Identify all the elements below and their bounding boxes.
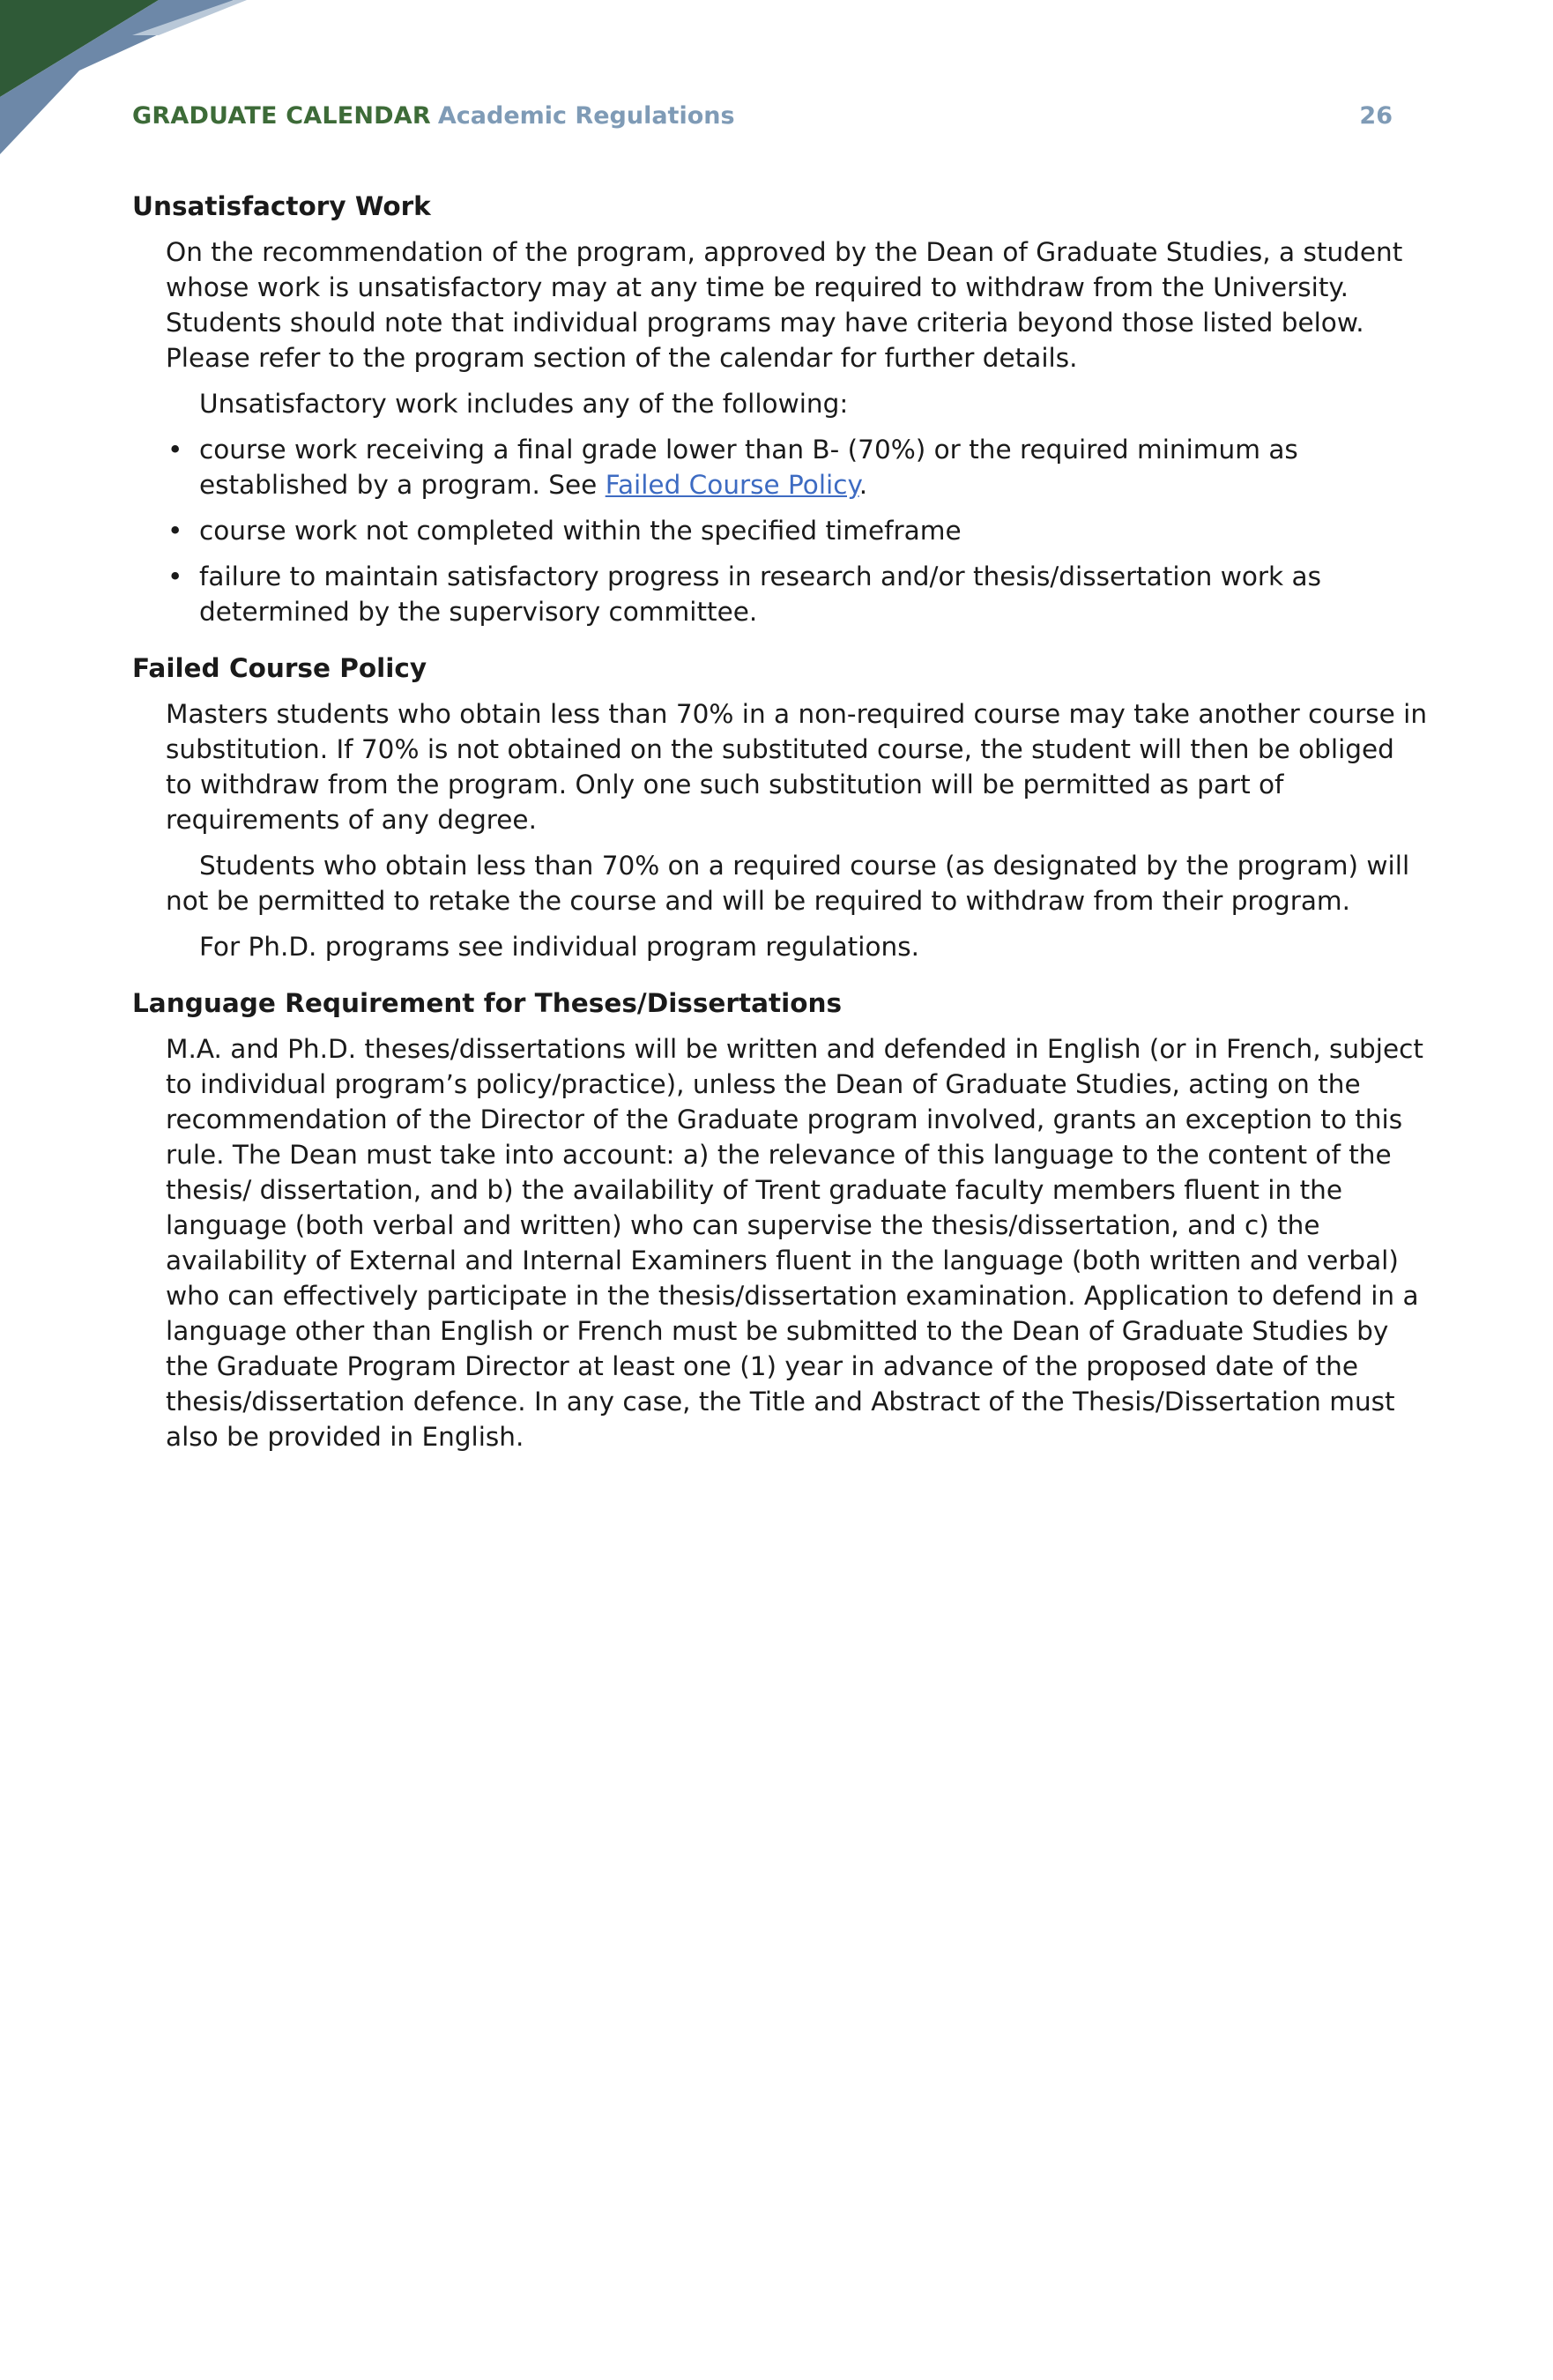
section-heading: Unsatisfactory Work [132, 191, 431, 221]
paragraph: Masters students who obtain less than 70% in a non-required course may take another course in substitution. If 70% is not obtained on the substituted course, the student will then be obliged to withdraw from the program. Only one such substitution will be permitted as part of requirements of any degree. [166, 699, 1428, 835]
list-item [166, 513, 1428, 548]
list-item-text: failure to maintain satisfactory progress in research and/or thesis/dissertation work as determined by the supervisory committee. [199, 562, 1321, 627]
bullet-list [166, 432, 1428, 629]
section-failed-course-policy [132, 651, 1428, 964]
calendar-label: GRADUATE CALENDAR [132, 102, 431, 130]
paragraph: M.A. and Ph.D. theses/dissertations will be written and defended in English (or in French, subject to individual program’s policy/practice), unless the Dean of Graduate Studies, acting on the recommendation of the Director of the Graduate program involved, grants an exception to this rule. The Dean must take into account: a) the relevance of this language to the content of the thesis/ dissertation, and b) the availability of Trent graduate faculty members fluent in the language (both verbal and written) who can supervise the thesis/dissertation, and c) the availability of External and Internal Examiners fluent in the language (both written and verbal) who can effectively participate in the thesis/dissertation examination. Application to defend in a language other than English or French must be submitted to the Dean of Graduate Studies by the Graduate Program Director at least one (1) year in advance of the proposed date of the thesis/dissertation defence. In any case, the Title and Abstract of the Thesis/Dissertation must also be provided in English. [166, 1034, 1423, 1452]
bullet-icon: • [167, 562, 183, 591]
running-header [132, 99, 1393, 134]
paragraph: Students who obtain less than 70% on a required course (as designated by the program) will not be permitted to retake the course and will be required to withdraw from their program. [166, 851, 1410, 916]
section-language-requirement [132, 985, 1428, 1454]
bullet-icon: • [167, 435, 183, 465]
page-number: 26 [1359, 102, 1393, 130]
paragraph: Unsatisfactory work includes any of the following: [199, 389, 849, 419]
section-label: Academic Regulations [437, 102, 735, 130]
failed-course-policy-link[interactable]: Failed Course Policy [605, 470, 859, 500]
bullet-icon: • [167, 516, 183, 546]
section-heading: Failed Course Policy [132, 653, 427, 683]
section-unsatisfactory-work [132, 189, 1428, 629]
list-item [166, 432, 1428, 502]
list-item-text: course work not completed within the specified timeframe [199, 516, 962, 546]
paragraph: For Ph.D. programs see individual program regulations. [199, 932, 919, 962]
list-item [166, 559, 1428, 629]
section-heading: Language Requirement for Theses/Dissertations [132, 988, 843, 1018]
paragraph: On the recommendation of the program, approved by the Dean of Graduate Studies, a student whose work is unsatisfactory may at any time be required to withdraw from the University. Students should note that individual programs may have criteria beyond those listed below. Please refer to the program section of the calendar for further details. [166, 237, 1403, 373]
list-item-suffix: . [858, 470, 868, 500]
corner-decoration [0, 0, 247, 159]
list-item-text: course work receiving a final grade lower than B- (70%) or the required minimum as established by a program. See [199, 435, 1298, 500]
page-content [132, 189, 1428, 1465]
